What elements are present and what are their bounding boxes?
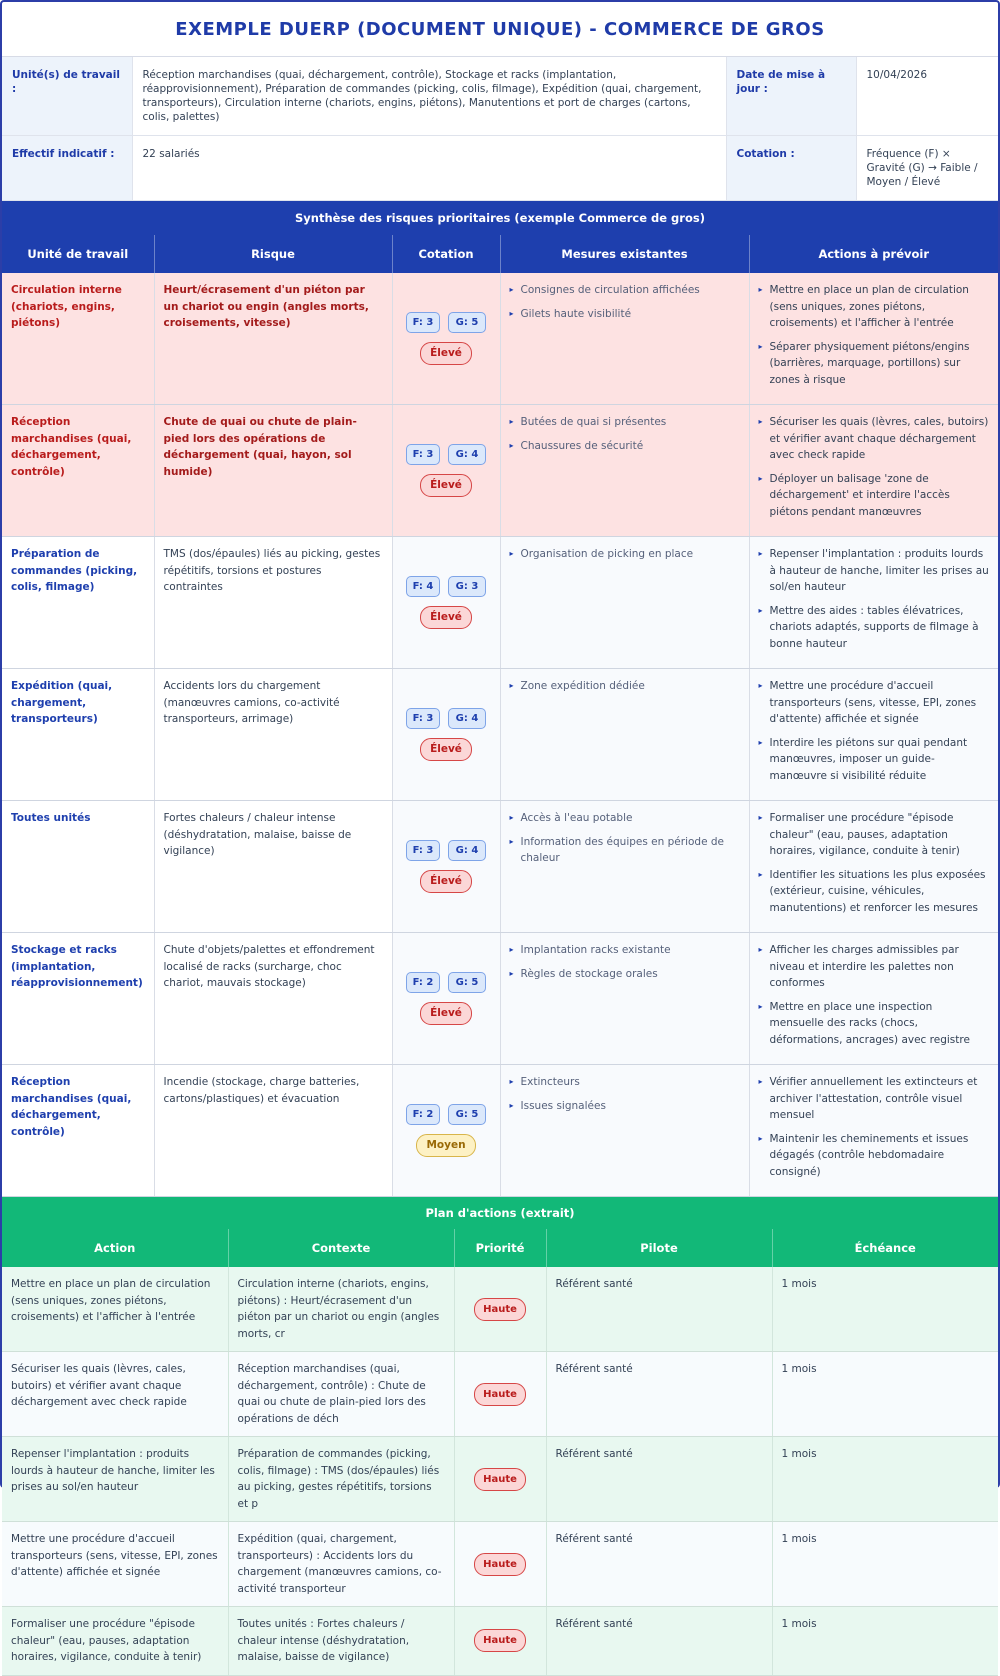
risk-unit: Réception marchandises (quai, déchargement, contrôle) — [2, 1065, 154, 1197]
cotation-value: Fréquence (F) × Gravité (G) → Faible / Moyen / Élevé — [856, 136, 998, 201]
frequence-badge: F: 3 — [406, 840, 440, 861]
action-item: ▸ Déployer un balisage 'zone de déchargement' et interdire l'accès piétons pendant manœuvres — [759, 471, 990, 521]
gravite-badge: G: 3 — [448, 576, 486, 597]
mesure-item: ▸ Gilets haute visibilité — [510, 306, 740, 323]
action-item: ▸ Identifier les situations les plus exposées (extérieur, cuisine, véhicules, manutentions) et renforcer les mesures — [759, 867, 990, 917]
mesure-item: ▸ Issues signalées — [510, 1098, 740, 1115]
mesure-item: ▸ Chaussures de sécurité — [510, 438, 740, 455]
priority-badge: Haute — [474, 1629, 526, 1652]
unit-label: Unité(s) de travail : — [2, 57, 132, 136]
plan-pilote: Référent santé — [546, 1267, 772, 1352]
risk-row — [2, 669, 998, 801]
risk-unit: Expédition (quai, chargement, transporteurs) — [2, 669, 154, 801]
gravite-badge: G: 4 — [448, 708, 486, 729]
plan-pilote: Référent santé — [546, 1522, 772, 1607]
risk-description: Incendie (stockage, charge batteries, cartons/plastiques) et évacuation — [154, 1065, 392, 1197]
risk-row — [2, 1065, 998, 1197]
priority-badge: Haute — [474, 1553, 526, 1576]
risk-actions — [749, 537, 998, 669]
page-title: EXEMPLE DUERP (DOCUMENT UNIQUE) - COMMERCE DE GROS — [2, 2, 998, 57]
action-item: ▸ Formaliser une procédure "épisode chaleur" (eau, pauses, adaptation horaires, vigilance, conduite à tenir) — [759, 810, 990, 860]
risk-row — [2, 405, 998, 537]
risk-unit: Préparation de commandes (picking, colis, filmage) — [2, 537, 154, 669]
gravite-badge: G: 4 — [448, 840, 486, 861]
gravite-badge: G: 5 — [448, 312, 486, 333]
action-item: ▸ Maintenir les cheminements et issues dégagés (contrôle hebdomadaire consigné) — [759, 1131, 990, 1181]
plan-pilote: Référent santé — [546, 1352, 772, 1437]
risk-cotation — [392, 933, 500, 1065]
action-item: ▸ Interdire les piétons sur quai pendant manœuvres, imposer un guide-manœuvre si visibilité réduite — [759, 735, 990, 785]
action-item: ▸ Mettre une procédure d'accueil transporteurs (sens, vitesse, EPI, zones d'attente) affichée et signée — [759, 678, 990, 728]
action-item: ▸ Séparer physiquement piétons/engins (barrières, marquage, portillons) sur zones à risque — [759, 339, 990, 389]
priority-badge: Haute — [474, 1383, 526, 1406]
plan-action: Mettre en place un plan de circulation (sens uniques, zones piétons, croisements) et l'afficher à l'entrée — [2, 1267, 228, 1352]
mesure-item: ▸ Extincteurs — [510, 1074, 740, 1091]
header-echeance: Échéance — [772, 1229, 998, 1267]
mesure-item: ▸ Organisation de picking en place — [510, 546, 740, 563]
risk-actions — [749, 933, 998, 1065]
risk-level-badge: Élevé — [420, 342, 472, 365]
action-item: ▸ Afficher les charges admissibles par niveau et interdire les palettes non conformes — [759, 942, 990, 992]
risk-mesures — [500, 405, 749, 537]
header-risque: Risque — [154, 235, 392, 273]
plan-contexte: Circulation interne (chariots, engins, piétons) : Heurt/écrasement d'un piéton par un chariot ou engin (angles morts, cr — [228, 1267, 454, 1352]
gravite-badge: G: 5 — [448, 1104, 486, 1125]
date-value: 10/04/2026 — [856, 57, 998, 136]
plan-contexte: Expédition (quai, chargement, transporteurs) : Accidents lors du chargement (manœuvres camions, co-activité transporteur — [228, 1522, 454, 1607]
priority-badge: Haute — [474, 1468, 526, 1491]
risk-unit: Circulation interne (chariots, engins, piétons) — [2, 273, 154, 405]
risk-unit: Toutes unités — [2, 801, 154, 933]
plan-row — [2, 1267, 998, 1352]
risk-description: Fortes chaleurs / chaleur intense (déshydratation, malaise, baisse de vigilance) — [154, 801, 392, 933]
plan-contexte: Préparation de commandes (picking, colis, filmage) : TMS (dos/épaules) liés au picking, gestes répétitifs, torsions et p — [228, 1437, 454, 1522]
risk-mesures — [500, 801, 749, 933]
risk-row — [2, 801, 998, 933]
risk-level-badge: Élevé — [420, 606, 472, 629]
plan-action: Sécuriser les quais (lèvres, cales, butoirs) et vérifier avant chaque déchargement avec check rapide — [2, 1352, 228, 1437]
priority-badge: Haute — [474, 1298, 526, 1321]
risk-actions — [749, 273, 998, 405]
plan-priorite — [454, 1437, 546, 1522]
risk-level-badge: Élevé — [420, 1002, 472, 1025]
plan-pilote: Référent santé — [546, 1607, 772, 1676]
frequence-badge: F: 2 — [406, 972, 440, 993]
plan-priorite — [454, 1267, 546, 1352]
frequence-badge: F: 3 — [406, 444, 440, 465]
plan-echeance: 1 mois — [772, 1267, 998, 1352]
header-pilote: Pilote — [546, 1229, 772, 1267]
plan-echeance: 1 mois — [772, 1607, 998, 1676]
plan-echeance: 1 mois — [772, 1437, 998, 1522]
plan-row — [2, 1607, 998, 1676]
risk-description: Chute d'objets/palettes et effondrement localisé de racks (surcharge, choc chariot, mauvais stockage) — [154, 933, 392, 1065]
header-mesures: Mesures existantes — [500, 235, 749, 273]
plan-title: Plan d'actions (extrait) — [2, 1197, 998, 1229]
risk-description: Chute de quai ou chute de plain-pied lors des opérations de déchargement (quai, hayon, sol humide) — [154, 405, 392, 537]
risk-mesures — [500, 933, 749, 1065]
header-action: Action — [2, 1229, 228, 1267]
mesure-item: ▸ Zone expédition dédiée — [510, 678, 740, 695]
mesure-item: ▸ Consignes de circulation affichées — [510, 282, 740, 299]
plan-echeance: 1 mois — [772, 1352, 998, 1437]
risk-level-badge: Élevé — [420, 870, 472, 893]
date-label: Date de mise à jour : — [726, 57, 856, 136]
effectif-label: Effectif indicatif : — [2, 136, 132, 201]
risk-row — [2, 537, 998, 669]
risk-cotation — [392, 273, 500, 405]
risk-cotation — [392, 405, 500, 537]
risk-unit: Réception marchandises (quai, déchargement, contrôle) — [2, 405, 154, 537]
action-item: ▸ Mettre en place un plan de circulation (sens uniques, zones piétons, croisements) et l'afficher à l'entrée — [759, 282, 990, 332]
plan-priorite — [454, 1352, 546, 1437]
effectif-value: 22 salariés — [132, 136, 726, 201]
frequence-badge: F: 4 — [406, 576, 440, 597]
risk-description: TMS (dos/épaules) liés au picking, gestes répétitifs, torsions et postures contraintes — [154, 537, 392, 669]
header-unit: Unité de travail — [2, 235, 154, 273]
synthese-table — [2, 235, 998, 1197]
plan-action: Mettre une procédure d'accueil transporteurs (sens, vitesse, EPI, zones d'attente) affichée et signée — [2, 1522, 228, 1607]
plan-action: Repenser l'implantation : produits lourds à hauteur de hanche, limiter les prises au sol/en hauteur — [2, 1437, 228, 1522]
action-item: ▸ Mettre en place une inspection mensuelle des racks (chocs, déformations, ancrages) avec registre — [759, 999, 990, 1049]
frequence-badge: F: 3 — [406, 708, 440, 729]
unit-value: Réception marchandises (quai, déchargement, contrôle), Stockage et racks (implantation, réapprovisionnement), Préparation de commandes (picking, colis, filmage), Expédition (quai, chargement, transporteurs), Circulation interne (chariots, engins, piétons), Manutentions et port de charges (cartons, colis, palettes) — [132, 57, 726, 136]
action-item: ▸ Mettre des aides : tables élévatrices, chariots adaptés, supports de filmage à bonne hauteur — [759, 603, 990, 653]
risk-actions — [749, 669, 998, 801]
gravite-badge: G: 5 — [448, 972, 486, 993]
risk-description: Heurt/écrasement d'un piéton par un chariot ou engin (angles morts, croisements, vitesse) — [154, 273, 392, 405]
plan-row — [2, 1522, 998, 1607]
header-contexte: Contexte — [228, 1229, 454, 1267]
risk-cotation — [392, 537, 500, 669]
mesure-item: ▸ Règles de stockage orales — [510, 966, 740, 983]
header-cotation: Cotation — [392, 235, 500, 273]
plan-echeance: 1 mois — [772, 1522, 998, 1607]
risk-cotation — [392, 801, 500, 933]
synthese-title: Synthèse des risques prioritaires (exemple Commerce de gros) — [2, 201, 998, 235]
risk-row — [2, 933, 998, 1065]
risk-unit: Stockage et racks (implantation, réapprovisionnement) — [2, 933, 154, 1065]
risk-mesures — [500, 669, 749, 801]
gravite-badge: G: 4 — [448, 444, 486, 465]
risk-description: Accidents lors du chargement (manœuvres camions, co-activité transporteurs, arrimage) — [154, 669, 392, 801]
action-item: ▸ Sécuriser les quais (lèvres, cales, butoirs) et vérifier avant chaque déchargement avec check rapide — [759, 414, 990, 464]
risk-actions — [749, 1065, 998, 1197]
action-item: ▸ Repenser l'implantation : produits lourds à hauteur de hanche, limiter les prises au sol/en hauteur — [759, 546, 990, 596]
risk-mesures — [500, 273, 749, 405]
risk-actions — [749, 405, 998, 537]
plan-priorite — [454, 1607, 546, 1676]
risk-level-badge: Élevé — [420, 738, 472, 761]
info-table — [2, 57, 998, 201]
plan-row — [2, 1437, 998, 1522]
plan-contexte: Réception marchandises (quai, déchargement, contrôle) : Chute de quai ou chute de plain-pied lors des opérations de déch — [228, 1352, 454, 1437]
risk-level-badge: Moyen — [416, 1134, 476, 1157]
header-priorite: Priorité — [454, 1229, 546, 1267]
plan-pilote: Référent santé — [546, 1437, 772, 1522]
plan-table — [2, 1229, 998, 1676]
risk-actions — [749, 801, 998, 933]
plan-action: Formaliser une procédure "épisode chaleur" (eau, pauses, adaptation horaires, vigilance, conduite à tenir) — [2, 1607, 228, 1676]
risk-level-badge: Élevé — [420, 474, 472, 497]
risk-cotation — [392, 669, 500, 801]
plan-row — [2, 1352, 998, 1437]
plan-priorite — [454, 1522, 546, 1607]
header-actions: Actions à prévoir — [749, 235, 998, 273]
risk-cotation — [392, 1065, 500, 1197]
risk-row — [2, 273, 998, 405]
risk-mesures — [500, 537, 749, 669]
risk-mesures — [500, 1065, 749, 1197]
plan-contexte: Toutes unités : Fortes chaleurs / chaleur intense (déshydratation, malaise, baisse de vigilance) — [228, 1607, 454, 1676]
frequence-badge: F: 3 — [406, 312, 440, 333]
mesure-item: ▸ Accès à l'eau potable — [510, 810, 740, 827]
action-item: ▸ Vérifier annuellement les extincteurs et archiver l'attestation, contrôle visuel mensuel — [759, 1074, 990, 1124]
cotation-label: Cotation : — [726, 136, 856, 201]
frequence-badge: F: 2 — [406, 1104, 440, 1125]
mesure-item: ▸ Implantation racks existante — [510, 942, 740, 959]
mesure-item: ▸ Information des équipes en période de chaleur — [510, 834, 740, 867]
mesure-item: ▸ Butées de quai si présentes — [510, 414, 740, 431]
